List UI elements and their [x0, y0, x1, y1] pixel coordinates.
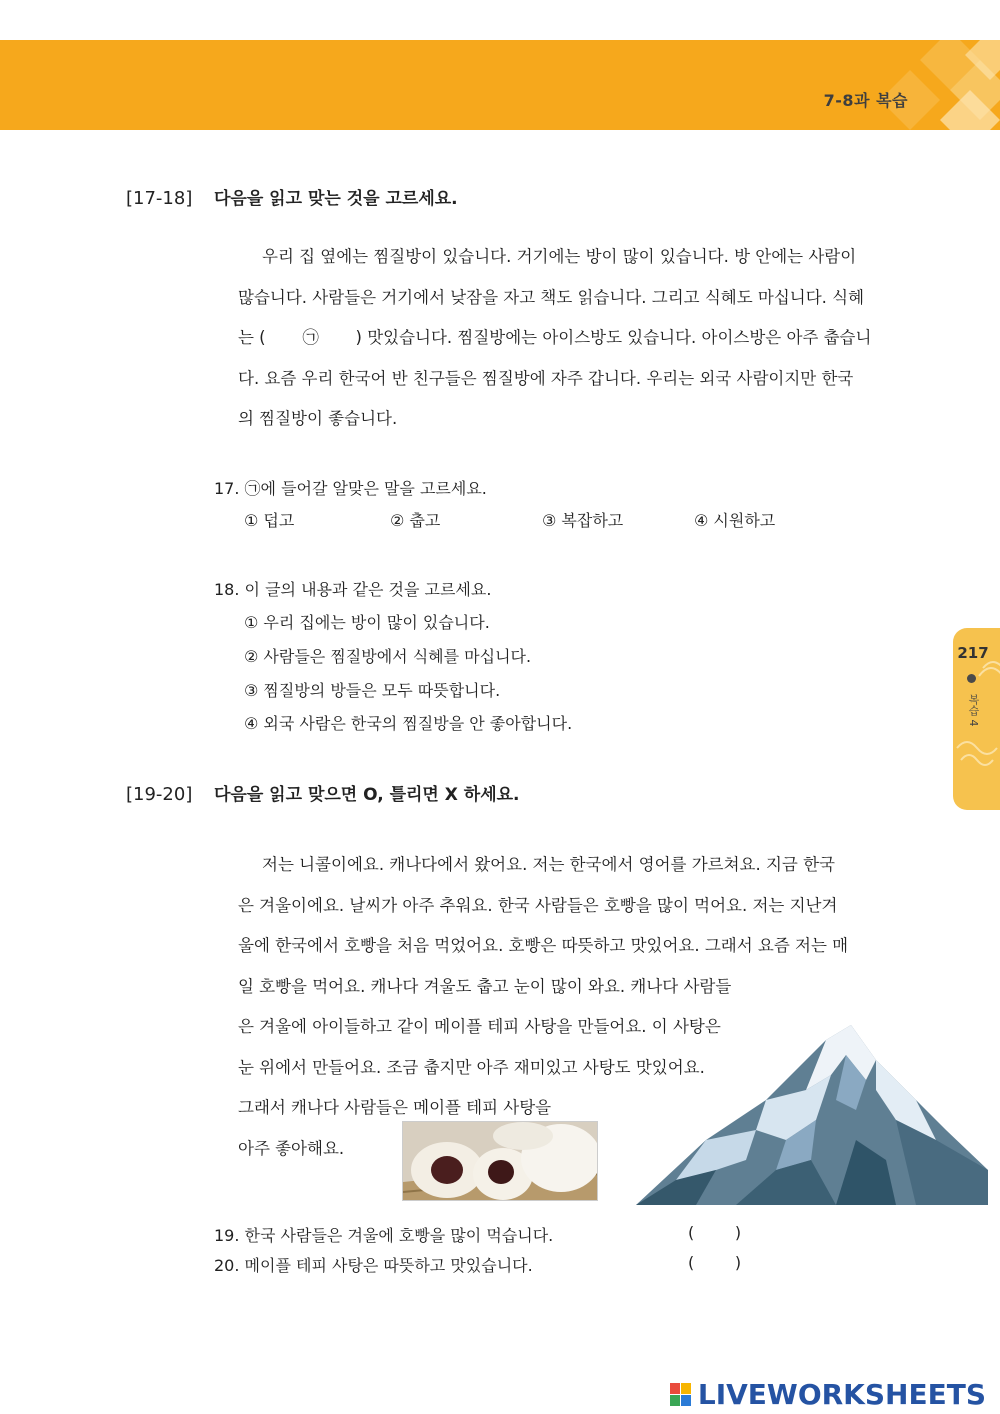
q18-option-3[interactable]: ③ 찜질방의 방들은 모두 따뜻합니다.: [244, 681, 501, 700]
logo-blocks-icon: [670, 1383, 692, 1407]
q19-answer-blank[interactable]: ( ): [688, 1223, 742, 1242]
passage-line: 우리 집 옆에는 찜질방이 있습니다. 거기에는 방이 많이 있습니다. 방 안에는 사람이: [262, 247, 857, 266]
header-band: [0, 40, 1000, 130]
section-heading-19-20: [126, 780, 520, 805]
liveworksheets-logo: [670, 1378, 986, 1411]
question-19: 19. 한국 사람들은 겨울에 호빵을 많이 먹습니다.: [214, 1226, 554, 1245]
section-instruction: 다음을 읽고 맞는 것을 고르세요.: [214, 189, 458, 209]
unit-title: 7-8과 복습: [823, 91, 908, 110]
section-number: [17-18]: [126, 188, 193, 209]
q20-answer-blank[interactable]: ( ): [688, 1253, 742, 1272]
q17-option-3[interactable]: ③ 복잡하고: [542, 511, 624, 530]
passage-line: 다. 요즘 우리 한국어 반 친구들은 찜질방에 자주 갑니다. 우리는 외국 사람이지만 한국: [238, 368, 854, 388]
hoppang-bun-photo: [402, 1121, 598, 1201]
question-18: 18. 이 글의 내용과 같은 것을 고르세요.: [214, 580, 492, 599]
diamond-pattern-decoration: [840, 40, 1000, 130]
q17-option-2[interactable]: ② 춥고: [390, 511, 441, 530]
passage-line: 저는 니콜이에요. 캐나다에서 왔어요. 저는 한국에서 영어를 가르쳐요. 지금 한국: [262, 855, 835, 874]
section-instruction: 다음을 읽고 맞으면 O, 틀리면 X 하세요.: [214, 785, 520, 805]
brand-name: LIVEWORKSHEETS: [697, 1378, 986, 1411]
page-side-tab: [953, 628, 1000, 810]
q18-option-1[interactable]: ① 우리 집에는 방이 많이 있습니다.: [244, 613, 490, 632]
snowy-mountain-illustration: [636, 1020, 988, 1205]
q17-option-1[interactable]: ① 덥고: [244, 511, 295, 530]
page-number: 217: [957, 644, 989, 662]
question-20: 20. 메이플 테피 사탕은 따뜻하고 맛있습니다.: [214, 1256, 533, 1275]
passage-line: 그래서 캐나다 사람들은 메이플 테피 사탕을: [238, 1098, 552, 1117]
passage-line: 울에 한국에서 호빵을 처음 먹었어요. 호빵은 따뜻하고 맛있어요. 그래서 요즘 저는 매: [238, 936, 849, 955]
q18-option-2[interactable]: ② 사람들은 찜질방에서 식혜를 마십니다.: [244, 647, 532, 666]
passage-line: 일 호빵을 먹어요. 캐나다 겨울도 춥고 눈이 많이 와요. 캐나다 사람들: [238, 976, 732, 996]
review-label: 복습 4: [967, 694, 980, 727]
passage-line: 눈 위에서 만들어요. 조금 춥지만 아주 재미있고 사탕도 맛있어요.: [238, 1057, 705, 1077]
reading-passage-1: [238, 237, 883, 440]
question-17: 17. ㉠에 들어갈 알맞은 말을 고르세요.: [214, 479, 487, 498]
passage-line: 의 찜질방이 좋습니다.: [238, 409, 398, 428]
passage-line: 는 ( ㉠ ) 맛있습니다. 찜질방에는 아이스방도 있습니다. 아이스방은 아주 춥습니: [238, 328, 872, 347]
passage-line: 은 겨울에 아이들하고 같이 메이플 테피 사탕을 만들어요. 이 사탕은: [238, 1017, 721, 1036]
q18-option-4[interactable]: ④ 외국 사람은 한국의 찜질방을 안 좋아합니다.: [244, 714, 573, 733]
bullet-dot: [967, 674, 976, 683]
q17-option-4[interactable]: ④ 시원하고: [694, 511, 776, 530]
section-heading-17-18: [126, 184, 458, 209]
section-number: [19-20]: [126, 784, 193, 805]
passage-line: 많습니다. 사람들은 거기에서 낮잠을 자고 책도 읽습니다. 그리고 식혜도 마십니다. 식혜: [238, 287, 865, 307]
passage-line: 아주 좋아해요.: [238, 1138, 345, 1158]
passage-line: 은 겨울이에요. 날씨가 아주 추워요. 한국 사람들은 호빵을 많이 먹어요. 저는 지난겨: [238, 895, 838, 915]
